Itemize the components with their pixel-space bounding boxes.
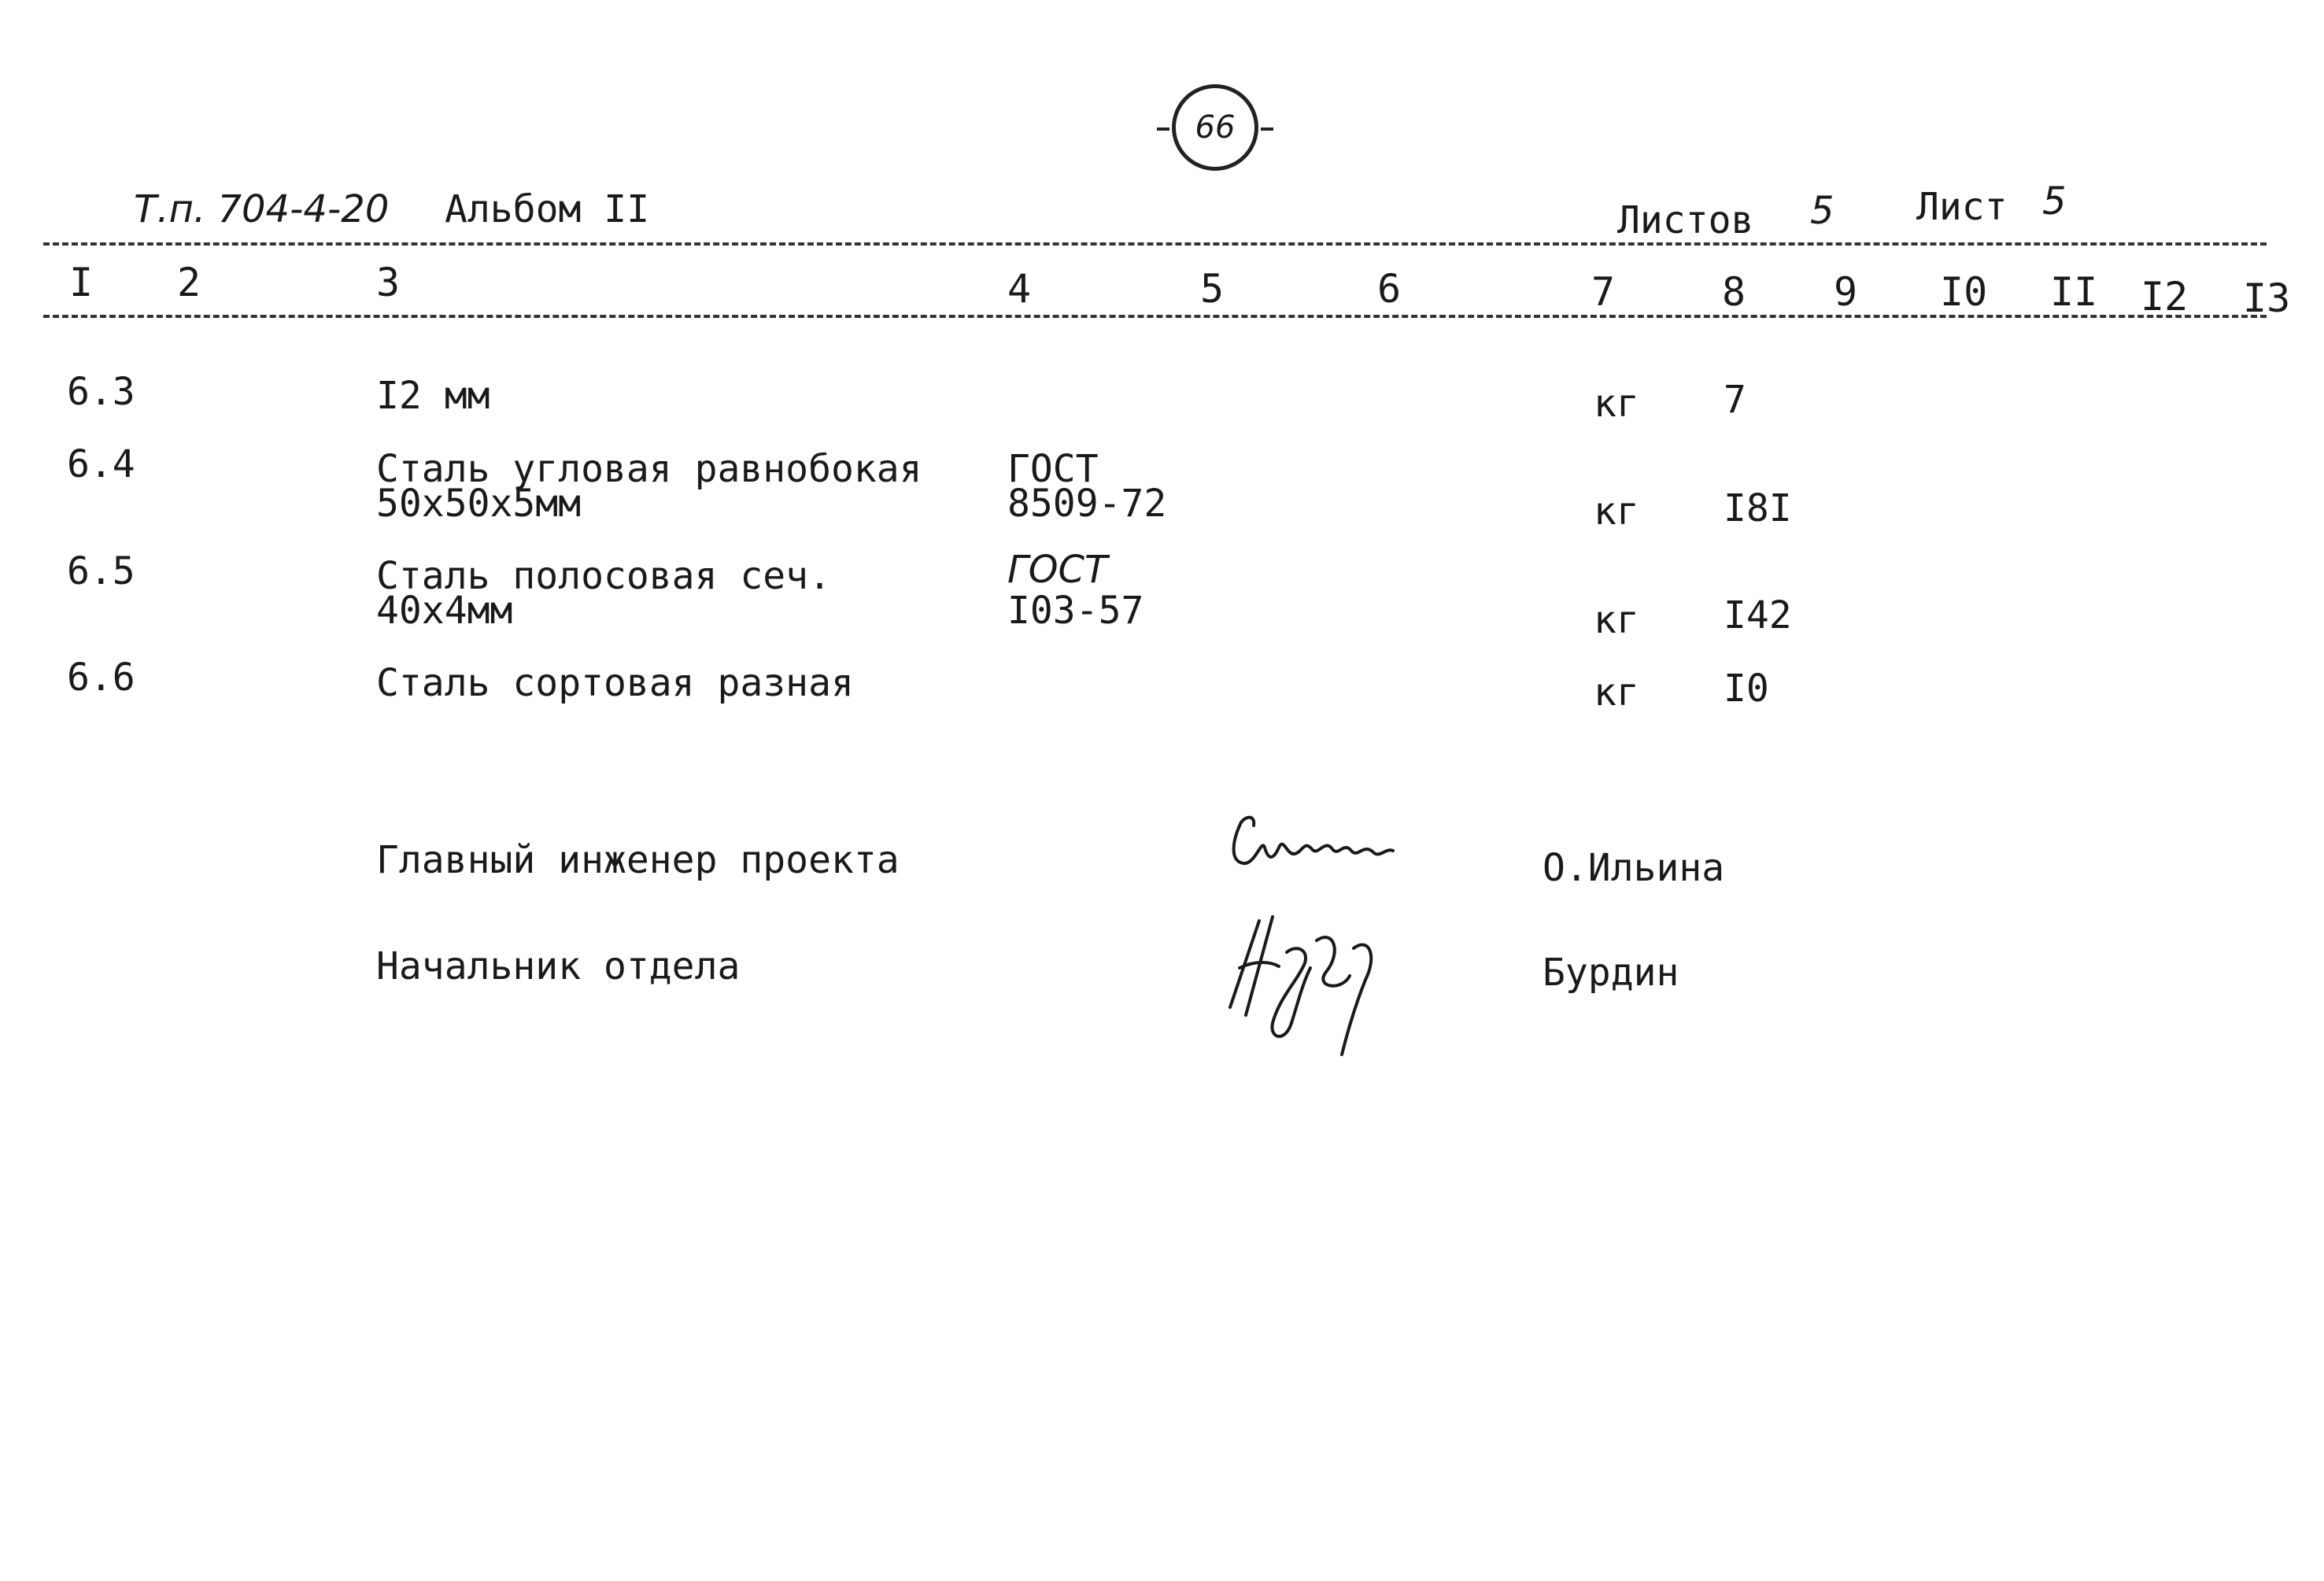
column-number-4: 4 [1007,266,1032,312]
row-standard-line-2: I03-57 [1007,589,1144,633]
sheets-label: Листов [1617,198,1754,242]
row-standard-line-2: 8509-72 [1007,482,1167,526]
row-name: Сталь сортовая разная [376,661,854,705]
row-standard-line-1: ГОСТ [1007,548,1108,592]
row-number: 6.3 [67,370,135,414]
column-number-7: 7 [1591,269,1616,315]
department-head-name: Бурдин [1543,951,1679,995]
chief-engineer-role: Главный инженер проекта [376,838,900,882]
row-quantity: I0 [1724,667,1769,711]
row-unit: кг [1594,598,1639,642]
column-number-9: 9 [1834,269,1858,315]
column-number-5: 5 [1200,266,1225,312]
row-unit: кг [1594,670,1639,715]
document-designation [134,187,389,231]
column-number-1: I [69,260,94,305]
row-quantity: I8I [1724,486,1792,530]
sheet-value: 5 [2042,179,2067,223]
album-label: Альбом II [445,187,650,231]
chief-engineer-name: О.Ильина [1543,846,1725,890]
column-number-13: I3 [2243,275,2291,321]
row-quantity: I42 [1724,593,1792,637]
stamp-tick-left [1157,127,1169,131]
row-name-line-1: Сталь полосовая сеч. [376,554,831,598]
column-number-3: 3 [376,260,401,305]
row-unit: кг [1594,489,1639,534]
stamp-tick-right [1261,127,1273,131]
page-number: 66 [1195,109,1236,146]
row-standard-line-1: ГОСТ [1007,447,1099,491]
column-number-12: I2 [2141,274,2189,320]
row-number: 6.6 [67,656,135,700]
row-quantity: 7 [1724,378,1746,422]
chief-engineer-signature [1224,807,1405,877]
header-rule-bottom [43,315,2267,318]
designation-text: Т.п. 704-4-20 [134,187,390,231]
column-number-8: 8 [1722,269,1746,315]
sheet-label: Лист [1916,185,2008,229]
row-name: I2 мм [376,374,490,418]
row-number: 6.4 [67,442,135,486]
column-number-2: 2 [177,260,201,305]
row-number: 6.5 [67,549,135,593]
department-head-signature [1224,905,1405,1062]
row-unit: кг [1594,382,1639,426]
column-number-10: I0 [1940,269,1988,315]
row-name-line-2: 50x50x5мм [376,482,582,526]
header-rule-top [43,242,2267,246]
column-number-11: II [2050,269,2098,315]
row-name-line-2: 40x4мм [376,589,513,633]
department-head-role: Начальник отдела [376,944,741,988]
column-number-6: 6 [1377,266,1402,312]
row-name-line-1: Сталь угловая равнобокая [376,447,922,491]
sheets-value: 5 [1810,189,1834,233]
page-number-stamp [1172,84,1258,171]
